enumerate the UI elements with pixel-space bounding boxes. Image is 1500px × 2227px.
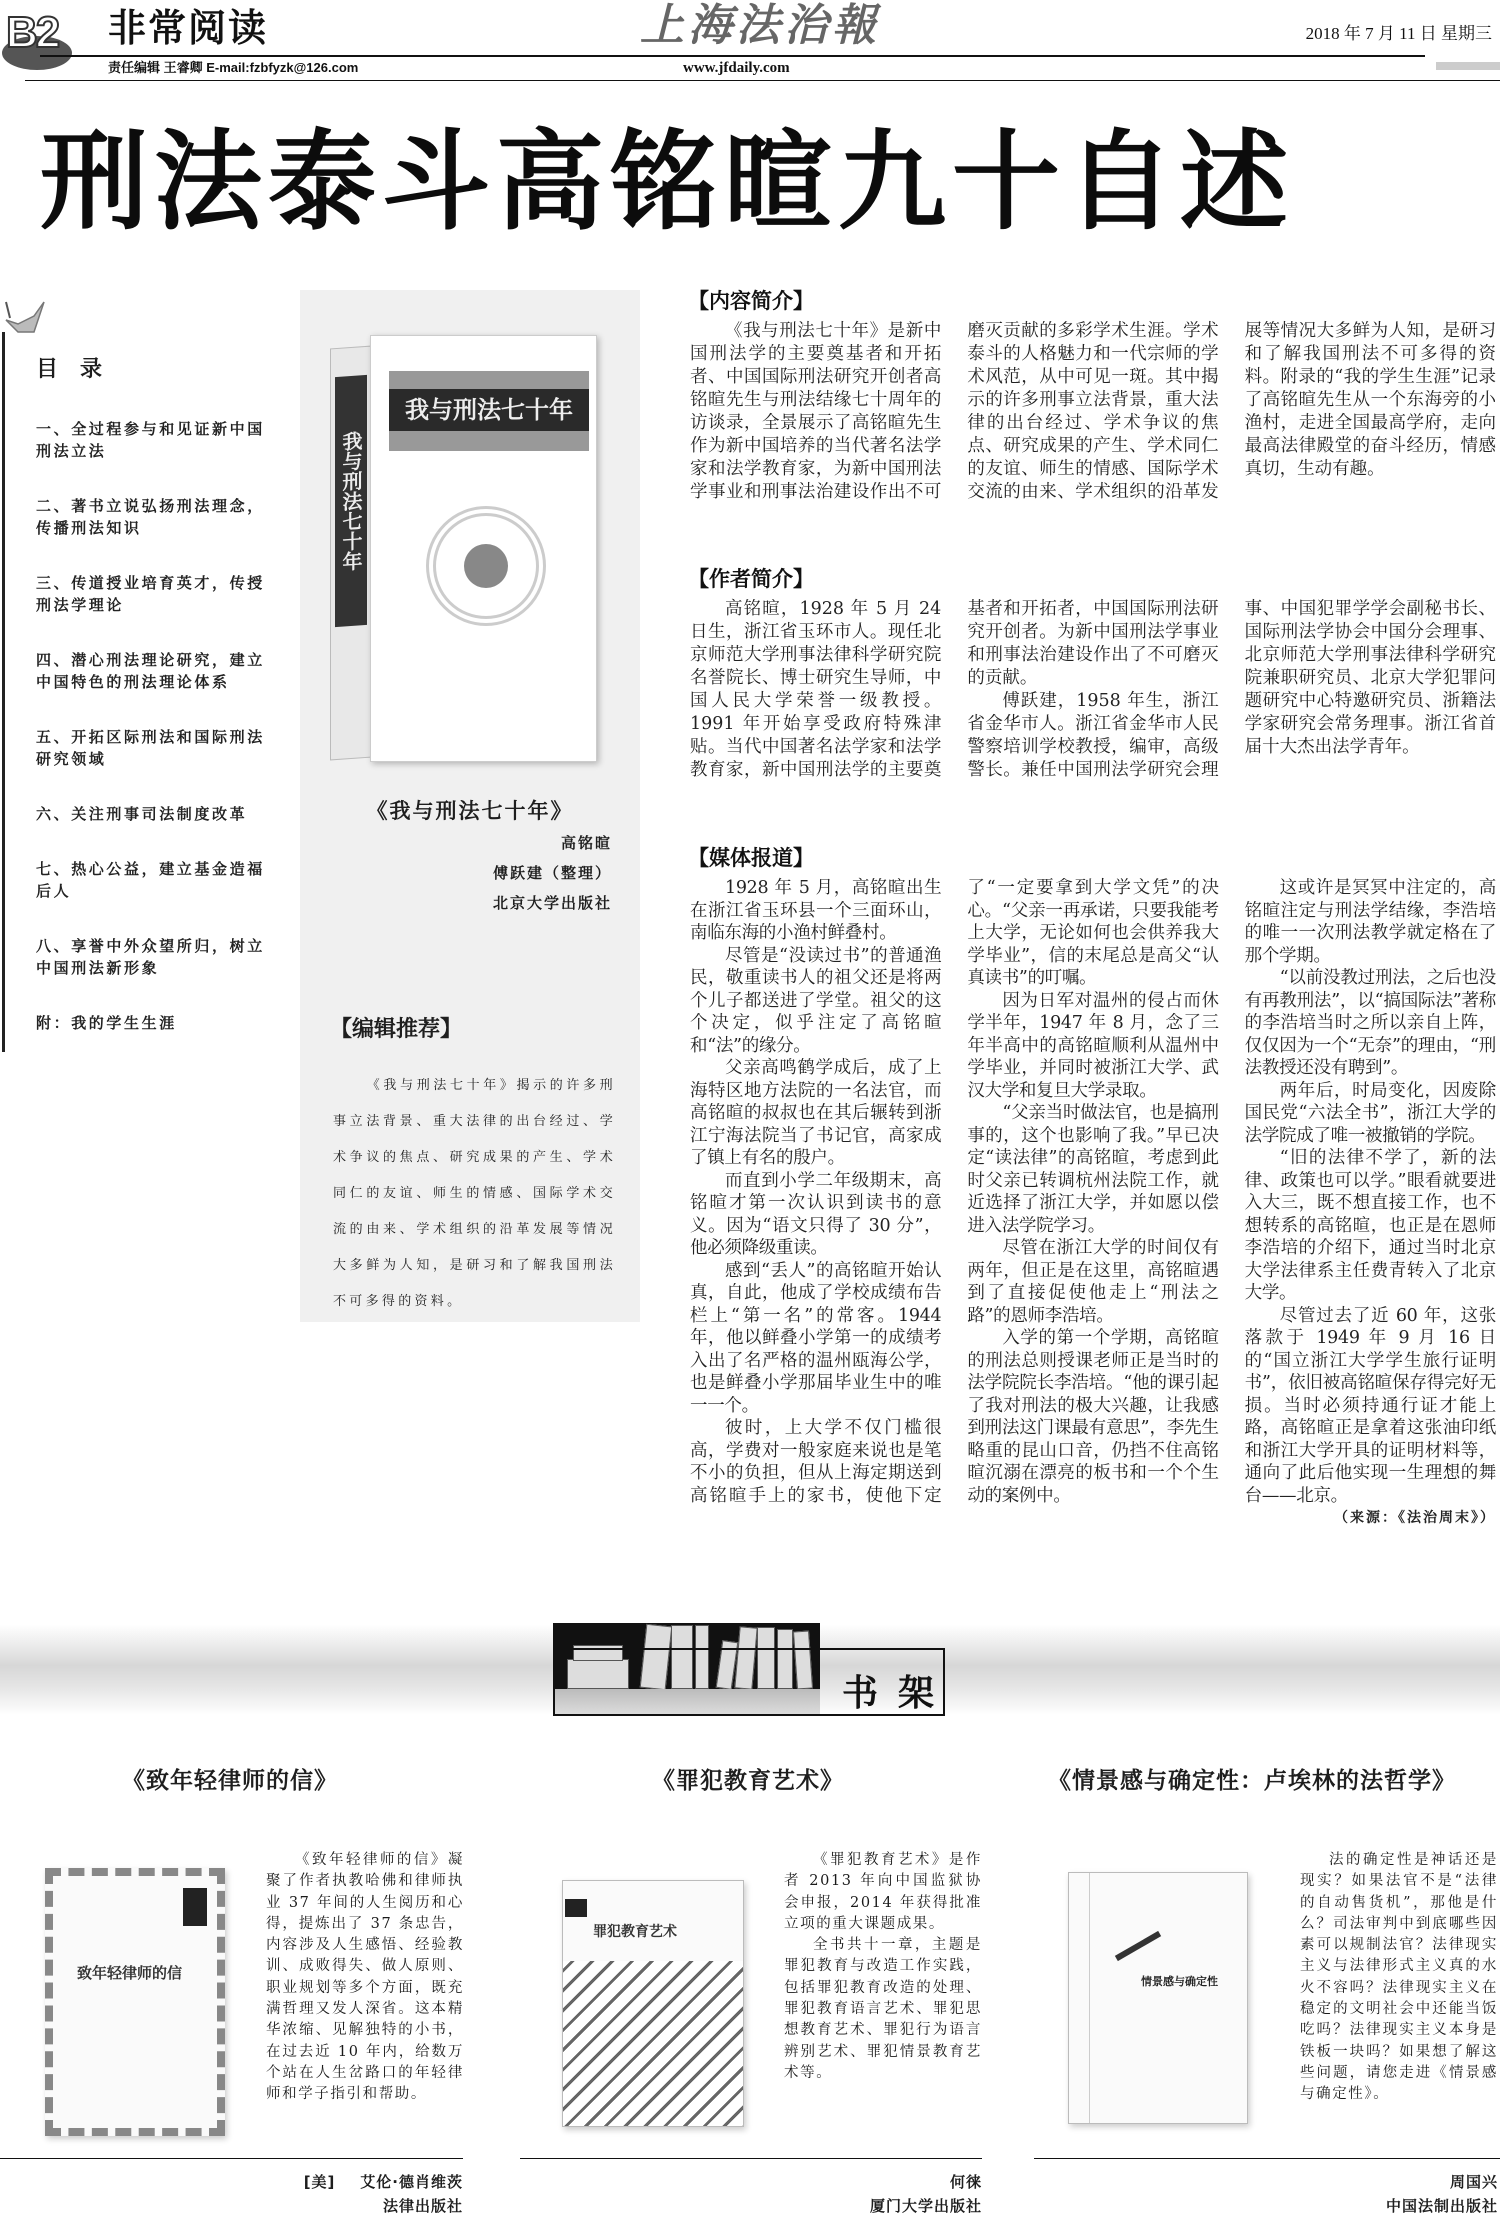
book-2-author: 何徕 [949, 2173, 982, 2191]
cover-ornament-icon [426, 506, 546, 626]
editor-recommendation-text: 《我与刑法七十年》揭示的许多刑事立法背景、重大法律的出台经过、学术争议的焦点、研究成果的产生、学术同仁的友谊、师生的情感、国际学术交流的由来、学术组织的沿革发展等情况大多鲜为人知，是研习和了解我国刑法不可多得的资料。 [333, 1078, 616, 1309]
toc-item: 八、享誉中外众望所归，树立中国刑法新形象 [36, 937, 265, 977]
summary-body [690, 320, 1496, 504]
header-rule [40, 55, 1425, 57]
featured-book-author: 高铭暄 [560, 834, 612, 852]
toc-item: 五、开拓区际刑法和国际刑法研究领域 [36, 728, 265, 768]
editor-credit: 责任编辑 王睿卿 E-mail:fzbfyzk@126.com [108, 60, 359, 75]
paragraph: “以前没教过刑法，之后也没有再教刑法”，以“搞国际法”著称的李浩培当时之所以亲自上阵，仅仅因为一个“无奈”的理由，“刑法教授还没有聘到”。 [1244, 968, 1496, 1078]
summary-heading: 【内容简介】 [688, 289, 814, 313]
paragraph: 法的确定性是神话还是现实？如果法官不是“法律的自动售货机”，那他是什么？司法审判中到底哪些因素可以规制法官？法律现实主义与法律形式主义真的水火不容吗？法律现实主义在稳定的文明社会中还能当饭吃吗？法律现实主义本身是铁板一块吗？如果想了解这些问题，请您走进《情景感与确定性》。 [1300, 1852, 1498, 2103]
featured-book-title: 《我与刑法七十年》 [366, 799, 574, 823]
toc-item: 六、关注刑事司法制度改革 [36, 805, 248, 823]
cover-title: 我与刑法七十年 [389, 389, 589, 431]
page-title: 刑法泰斗高铭暄九十自述 [40, 120, 1295, 245]
book-2-publisher: 厦门大学出版社 [869, 2197, 982, 2215]
paragraph: 彼时，上大学不仅门槛很高，学费对一般家庭来说也是笔不小的负担，但从上海定期送到高铭暄手上的家书，使他下定了“一定要拿到大学文凭”的决心。“父亲一再承诺，只要我能考上大学，无论如何也会供养我大学毕业”，信的末尾总是高父“认真读书”的叮嘱。 [690, 878, 1219, 1506]
website-link[interactable]: www.jfdaily.com [683, 60, 790, 76]
book-3-cover-title: 情景感与确定性 [1141, 1975, 1218, 1988]
paragraph: 这或许是冥冥中注定的，高铭暄注定与刑法学结缘，李浩培的唯一一次刑法教学就定格在了那个学期。 [1244, 878, 1496, 966]
paragraph: 入学的第一个学期，高铭暄的刑法总则授课老师正是当时的法学院院长李浩培。“他的课引起了我对刑法的极大兴趣，让我感到刑法这门课最有意思”，李先生略重的昆山口音，仍挡不住高铭暄沉溺在漂亮的板书和一个个生动的案例中。 [967, 1328, 1219, 1506]
paragraph: “旧的法律不学了，新的法律、政策也可以学。”眼看就要进入大三，既不想直接工作，也不想转系的高铭暄，也正是在恩师李浩培的介绍下，通过当时北京大学法律系主任费青转入了北京大学。 [1244, 1148, 1496, 1303]
toc-item: 附：我的学生生涯 [36, 1014, 177, 1032]
header-bottom-rule [25, 80, 1500, 81]
book-1-author: [美] 艾伦·德肖维茨 [303, 2173, 463, 2191]
paragraph: 而直到小学二年级期末，高铭暄才第一次认识到读书的意义。因为“语文只得了 30 分”，他必须降级重读。 [690, 1170, 942, 1258]
book-2-rule [520, 2158, 982, 2159]
featured-book-publisher: 北京大学出版社 [492, 894, 612, 912]
page-code: B2 [6, 8, 59, 57]
cover-title-band [389, 371, 589, 451]
article-source: （来源：《法治周末》） [1333, 1510, 1496, 1526]
paragraph: 因为日军对温州的侵占而休学半年，1947 年 8 月，念了三年半高中的高铭暄顺利从温州中学毕业，并同时被浙江大学、武汉大学和复旦大学录取。 [967, 990, 1219, 1101]
section-name: 非常阅读 [108, 6, 269, 50]
paragraph: 两年后，时局变化，因废除国民党“六法全书”，浙江大学的法学院成了唯一被撤销的学院。 [1244, 1080, 1496, 1146]
book-1-rule [0, 2158, 463, 2159]
paragraph: “父亲当时做法官，也是搞刑事的，这个也影响了我。”早已决定“读法律”的高铭暄，考虑到此时父亲已转调杭州法院工作，就近选择了浙江大学，并如愿以偿进入法学院学习。 [967, 1103, 1219, 1236]
paragraph: 《罪犯教育艺术》是作者 2013 年向中国监狱协会申报，2014 年获得批准立项的重大课题成果。 [784, 1852, 982, 1932]
cover-front [370, 335, 597, 762]
media-heading: 【媒体报道】 [688, 846, 814, 870]
toc-item: 七、热心公益，建立基金造福后人 [36, 860, 265, 900]
toc-item: 一、全过程参与和见证新中国刑法立法 [36, 420, 265, 460]
toc-item: 四、潜心刑法理论研究，建立中国特色的刑法理论体系 [36, 651, 265, 691]
book-1-cover-title: 致年轻律师的信 [77, 1964, 183, 1982]
book-cover-image [330, 335, 595, 760]
bookshelf-label: 书架 [842, 1672, 955, 1714]
page-number-badge [2, 8, 74, 68]
paragraph: 全书共十一章，主题是罪犯教育与改造工作实践，包括罪犯教育改造的处理、罪犯教育语言艺术、罪犯思想教育艺术、罪犯行为语言辨别艺术、罪犯情景教育艺术等。 [784, 1937, 982, 2081]
book-3-title: 《情景感与确定性：卢埃林的法哲学》 [1048, 1768, 1456, 1794]
toc-divider [2, 332, 5, 1052]
header-gray-tab [1436, 62, 1500, 70]
paragraph: 1928 年 5 月，高铭暄出生在浙江省玉环县一个三面环山，南临东海的小渔村鲜叠村。 [690, 878, 942, 943]
book-3-rule [1034, 2158, 1500, 2159]
cover-spine-title: 我与刑法七十年 [335, 375, 367, 627]
toc-item: 三、传道授业培育英才，传授刑法学理论 [36, 574, 265, 614]
paragraph: 父亲高鸣鹤学成后，成了上海特区地方法院的一名法官，而高铭暄的叔叔也在其后辗转到浙江宁海法院当了书记官，高家成了镇上有名的殷户。 [690, 1058, 942, 1168]
table-of-contents [36, 418, 276, 1067]
paragraph: 傅跃建，1958 年生，浙江省金华市人。浙江省金华市人民警察培训学校教授，编审，高级警长。兼任中国刑法学研究会理事、中国犯罪学学会副秘书长、国际刑法学协会中国分会理事、北京师范大学刑事法律科学研究院兼职研究员、北京大学犯罪问题研究中心特邀研究员、浙籍法学家研究会常务理事。浙江省首届十大杰出法学青年。 [967, 599, 1496, 780]
media-body [690, 877, 1496, 1527]
book-2-cover-title: 罪犯教育艺术 [593, 1924, 677, 1940]
cover-spine [330, 346, 372, 761]
paragraph: 尽管过去了近 60 年，这张落款于 1949 年 9 月 16 日的“国立浙江大学学生旅行证明书”，依旧被高铭暄保存得完好无损。当时必须持通行证才能上路，高铭暄正是拿着这张油印纸和浙江大学开具的证明材料等，通向了此后他实现一生理想的舞台——北京。 [1244, 1305, 1496, 1506]
newspaper-masthead-logo: 上海法治報 [640, 0, 880, 51]
authors-heading: 【作者简介】 [688, 567, 814, 591]
paragraph: 《我与刑法七十年》是新中国刑法学的主要奠基者和开拓者、中国国际刑法研究开创者高铭暄先生与刑法结缘七十周年的访谈录，全景展示了高铭暄先生作为新中国培养的当代著名法学家和法学教育家，为新中国刑法学事业和刑事法治建设作出不可磨灭贡献的多彩学术生涯。学术泰斗的人格魅力和一代宗师的学术风范，从中可见一斑。其中揭示的许多刑事立法背景，重大法律的出台经过、学术争议的焦点、研究成果的产生、学术同仁的友谊、师生的情感、国际学术交流的由来、学术组织的沿革发展等情况大多鲜为人知，是研习和了解我国刑法不可多得的资料。附录的“我的学生生涯”记录了高铭暄先生从一个东海旁的小渔村，走进全国最高学府，走向最高法律殿堂的奋斗经历，情感真切，生动有趣。 [690, 321, 1496, 502]
book-3-author: 周国兴 [1449, 2173, 1498, 2191]
book-3-description [1300, 1850, 1498, 2106]
book-3-cover-image [1068, 1872, 1248, 2124]
book-3-publisher: 中国法制出版社 [1385, 2197, 1498, 2215]
book-1-publisher: 法律出版社 [382, 2197, 463, 2215]
book-2-description [784, 1850, 982, 2084]
toc-heading: 目录 [36, 357, 125, 382]
book-2-title: 《罪犯教育艺术》 [652, 1768, 844, 1794]
paragraph: 高铭暄，1928 年 5 月 24 日生，浙江省玉环市人。现任北京师范大学刑事法律科学研究院名誉院长、博士研究生导师，中国人民大学荣誉一级教授。1991 年开始享受政府特殊津贴。当代中国著名法学家和法学教育家，新中国刑法学的主要奠基者和开拓者，中国国际刑法研究开创者。为新中国刑法学事业和刑事法治建设作出了不可磨灭的贡献。 [690, 599, 1219, 780]
paragraph: 《致年轻律师的信》凝聚了作者执教哈佛和律师执业 37 年间的人生阅历和心得，提炼出了 37 条忠告，内容涉及人生感悟、经验教训、成败得失、做人原则、职业规划等多个方面，既充满哲理又发人深省。这本精华浓缩、见解独特的小书，在过去近 10 年内，给数万个站在人生岔路口的年轻律师和学子指引和帮助。 [266, 1852, 464, 2103]
editor-recommendation-heading: 【编辑推荐】 [330, 1017, 463, 1042]
paragraph: 感到“丢人”的高铭暄开始认真，自此，他成了学校成绩布告栏上“第一名”的常客。1944 年，他以鲜叠小学第一的成绩考入出了名严格的温州瓯海公学，也是鲜叠小学那届毕业生中的唯一一个。 [690, 1260, 942, 1416]
book-1-title: 《致年轻律师的信》 [122, 1768, 338, 1794]
book-1-cover-image [45, 1868, 225, 2136]
book-2-cover-image [562, 1880, 744, 2127]
paragraph: 尽管在浙江大学的时间仅有两年，但正是在这里，高铭暄遇到了直接促使他走上“刑法之路”的恩师李浩培。 [967, 1238, 1219, 1326]
book-1-description [266, 1850, 464, 2106]
toc-item: 二、著书立说弘扬刑法理念，传播刑法知识 [36, 497, 265, 537]
featured-book-editor: 傅跃建（整理） [492, 864, 612, 882]
quill-pen-icon [4, 298, 46, 338]
authors-body [690, 598, 1496, 782]
paragraph: 尽管是“没读过书”的普通渔民，敬重读书人的祖父还是将两个儿子都送进了学堂。祖父的这个决定，似乎注定了高铭暄和“法”的缘分。 [690, 945, 942, 1056]
feather-icon [1115, 1931, 1161, 1961]
issue-date: 2018 年 7 月 11 日 星期三 [1305, 24, 1492, 43]
